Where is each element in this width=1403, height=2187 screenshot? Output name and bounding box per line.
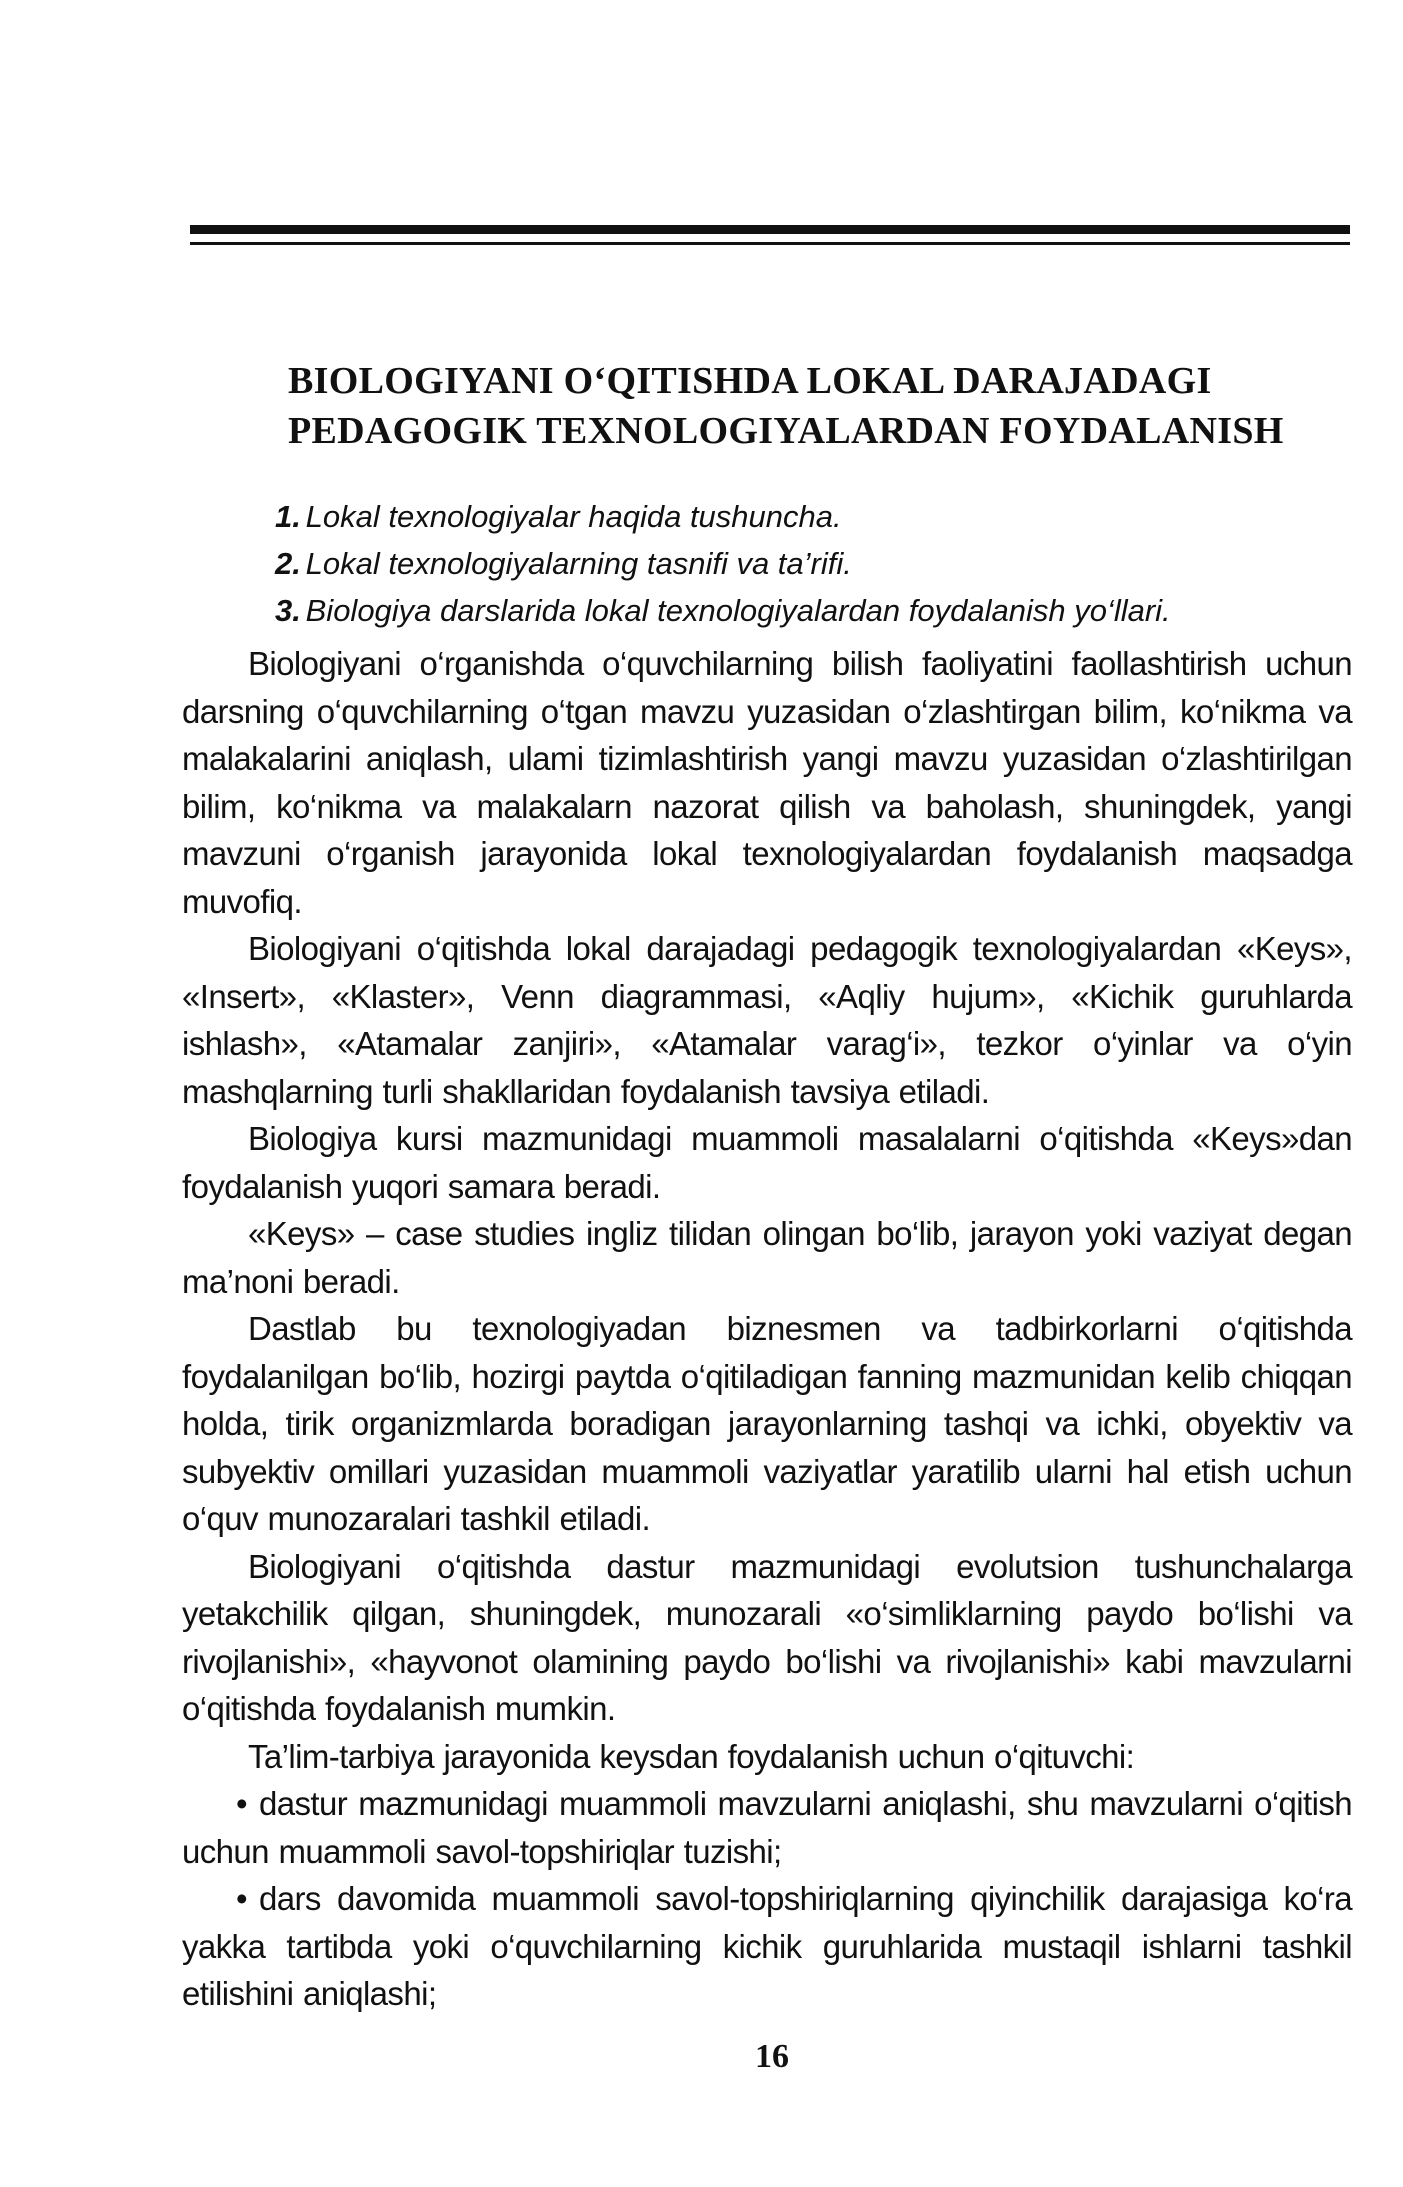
topic-text: Biologiya darslarida lokal texnologiyalardan foydalanish yo‘llari.	[305, 593, 1171, 628]
topic-text: Lokal texnologiyalarning tasnifi va ta’rifi.	[305, 546, 852, 581]
bullet-icon: •	[236, 1785, 247, 1822]
paragraph-3: Biologiya kursi mazmunidagi muammoli masalalarni o‘qitishda «Keys»dan foydalanish yuqori samara beradi.	[182, 1120, 1352, 1205]
topic-text: Lokal texnologiyalar haqida tushuncha.	[305, 499, 842, 534]
header-rule-thick	[190, 225, 1350, 234]
topic-item-3	[275, 587, 1355, 634]
topic-number: 3.	[275, 593, 301, 628]
bullet-item-2	[182, 1875, 1352, 2018]
topic-number: 1.	[275, 499, 301, 534]
chapter-title	[288, 356, 1288, 456]
chapter-title-line-1: BIOLOGIYANI O‘QITISHDA LOKAL DARAJADAGI	[288, 360, 1212, 402]
body-text	[182, 640, 1352, 2018]
paragraph-2: Biologiyani o‘qitishda lokal darajadagi pedagogik texnologiyalardan «Keys», «Insert», «Klaster», Venn diagrammasi, «Aqliy hujum», «Kichik guruhlarda ishlash», «Atamalar zanjiri», «Atamalar varag‘i», tezkor o‘yinlar va o‘yin mashqlarning turli shakllaridan foydalanish tavsiya etiladi.	[182, 930, 1352, 1110]
bullet-text: dastur mazmunidagi muammoli mavzularni aniqlashi, shu mavzularni o‘qitish uchun muammoli savol-topshiriqlar tuzishi;	[182, 1785, 1352, 1870]
paragraph-5: Dastlab bu texnologiyadan biznesmen va tadbirkorlarni o‘qitishda foydalanilgan bo‘lib, hozirgi paytda o‘qitiladigan fanning mazmunidan kelib chiqqan holda, tirik organizmlarda boradigan jarayonlarning tashqi va ichki, obyektiv va subyektiv omillari yuzasidan muammoli vaziyatlar yaratilib ularni hal etish uchun o‘quv munozaralari tashkil etiladi.	[182, 1310, 1352, 1537]
page-number: 16	[755, 2038, 789, 2075]
paragraph-4: «Keys» – case studies ingliz tilidan olingan bo‘lib, jarayon yoki vaziyat degan ma’noni beradi.	[182, 1215, 1352, 1300]
paragraph-1: Biologiyani o‘rganishda o‘quvchilarning bilish faoliyatini faollashtirish uchun darsning o‘quvchilarning o‘tgan mavzu yuzasidan o‘zlashtirgan bilim, ko‘nikma va malakalarini aniqlash, ulami tizimlashtirish yangi mavzu yuzasidan o‘zlashtirilgan bilim, ko‘nikma va malakalarn nazorat qilish va baholash, shuningdek, yangi mavzuni o‘rganish jarayonida lokal texnologiyalardan foydalanish maqsadga muvofiq.	[182, 645, 1352, 920]
bullet-item-1	[182, 1780, 1352, 1875]
chapter-title-line-2: PEDAGOGIK TEXNOLOGIYALARDAN FOYDALANISH	[288, 410, 1284, 452]
topic-item-1	[275, 493, 1355, 540]
header-rule-thin	[190, 242, 1350, 245]
paragraph-6: Biologiyani o‘qitishda dastur mazmunidagi evolutsion tushunchalarga yetakchilik qilgan, shuningdek, munozarali «o‘simliklarning paydo bo‘lishi va rivojlanishi», «hayvonot olamining paydo bo‘lishi va rivojlanishi» kabi mavzularni o‘qitishda foydalanish mumkin.	[182, 1547, 1352, 1727]
paragraph-7: Ta’lim-tarbiya jarayonida keysdan foydalanish uchun o‘qituvchi:	[248, 1737, 1135, 1775]
topic-item-2	[275, 540, 1355, 587]
bullet-text: dars davomida muammoli savol-topshiriqlarning qiyinchilik darajasiga ko‘ra yakka tartibda yoki o‘quvchilarning kichik guruhlarida mustaqil ishlarni tashkil etilishini aniqlashi;	[182, 1880, 1352, 2012]
bullet-icon: •	[236, 1880, 247, 1917]
topic-list	[275, 493, 1355, 634]
topic-number: 2.	[275, 546, 301, 581]
